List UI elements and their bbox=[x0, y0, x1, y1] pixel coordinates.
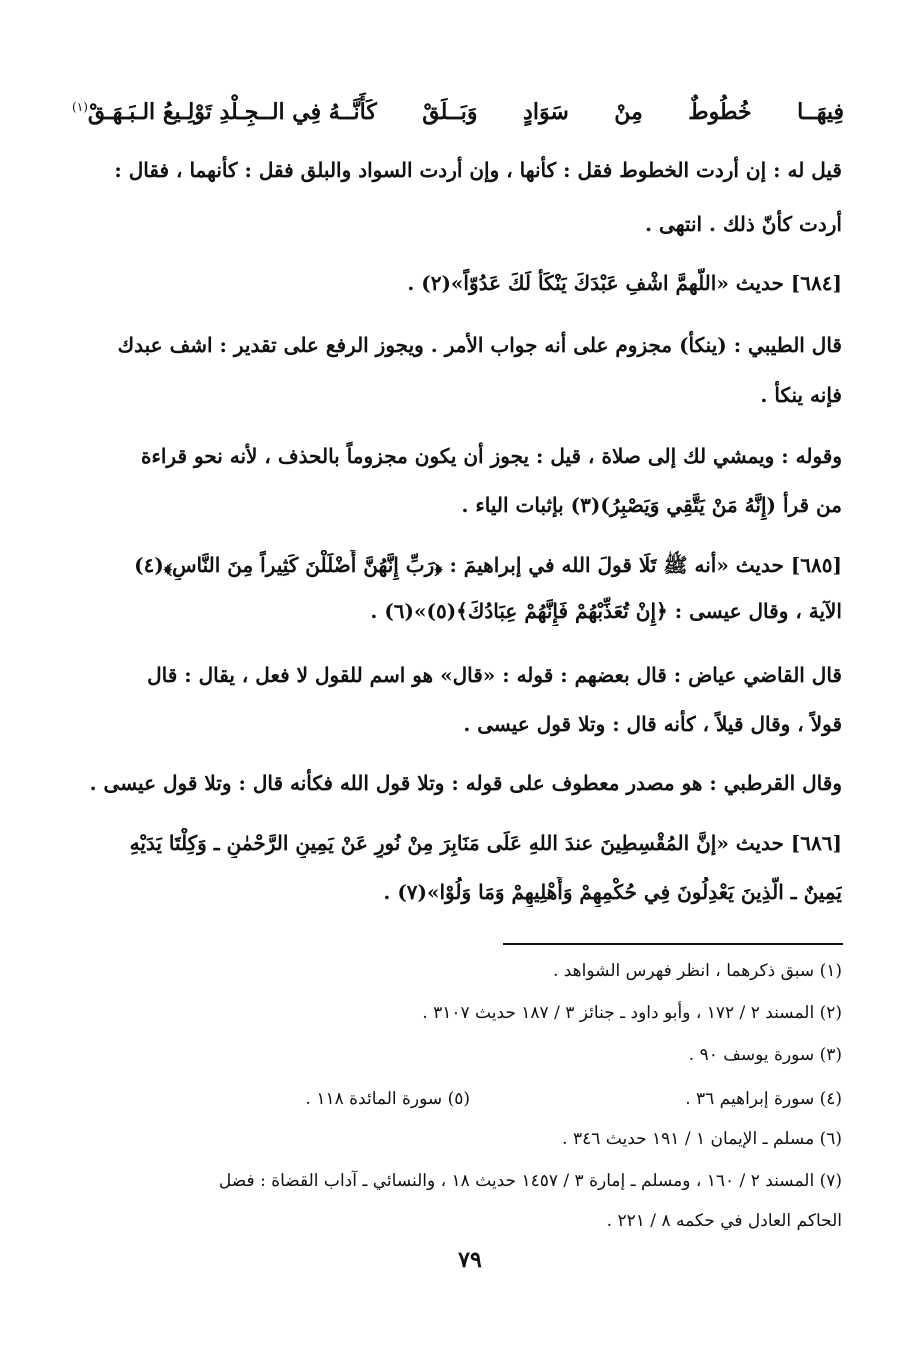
body-line: وقوله : ويمشي لك إلى صلاة ، قيل : يجوز أن يكون مجزوماً بالحذف ، لأنه نحو قراءة bbox=[140, 444, 842, 468]
body-line: قولاً ، وقال قيلاً ، كأنه قال : وتلا قول عيسى . bbox=[463, 712, 842, 736]
footnote-7-cont: الحاكم العادل في حكمه ٨ / ٢٢١ . bbox=[606, 1211, 842, 1231]
body-line: من قرأ (إِنَّهُ مَنْ يَتَّقِي وَيَصْبِرُ)(٣) بإثبات الياء . bbox=[461, 493, 842, 517]
hadith-heading-686: [٦٨٦] حديث «إنَّ المُقْسِطِينَ عندَ اللهِ عَلَى مَنَابِرَ مِنْ نُورٍ عَنْ يَمِينِ الرَّحْمٰنِ ـ وَكِلْتَا يَدَيْهِ bbox=[129, 831, 842, 855]
footnote-separator bbox=[503, 943, 843, 945]
verse-word: خُطُوطٌ bbox=[688, 99, 752, 125]
hadith-heading-684: [٦٨٤] حديث «اللَّهمَّ اشْفِ عَبْدَكَ يَنْكَأْ لَكَ عَدُوّاً»(٢) . bbox=[407, 271, 842, 295]
verse-word: سَوَادٍ bbox=[523, 99, 569, 125]
verse-second-hemistich: كَأَنَّــهُ فِي الــجِـلْدِ تَوْلِـيعُ الـبَـهَـقْ(١) bbox=[72, 99, 377, 125]
verse-word: فِيهَــا bbox=[797, 99, 844, 125]
verse-word: مِنْ bbox=[614, 99, 643, 125]
footnote-marker: (١) bbox=[72, 99, 88, 114]
footnote-7: (٧) المسند ٢ / ١٦٠ ، ومسلم ـ إمارة ٣ / ١٤٥٧ حديث ١٨ ، والنسائي ـ آداب القضاة : فضل bbox=[218, 1171, 842, 1191]
body-line: قيل له : إن أردت الخطوط فقل : كأنها ، وإن أردت السواد والبلق فقل : كأنهما ، فقال : bbox=[114, 158, 842, 182]
verse-word: وَبَــلَقْ bbox=[422, 99, 478, 125]
footnote-1: (١) سبق ذكرهما ، انظر فهرس الشواهد . bbox=[552, 961, 842, 981]
footnote-3: (٣) سورة يوسف ٩٠ . bbox=[688, 1045, 842, 1065]
body-line: قال الطيبي : (ينكأ) مجزوم على أنه جواب الأمر . ويجوز الرفع على تقدير : اشف عبدك bbox=[117, 333, 842, 357]
poetry-verse bbox=[72, 92, 844, 132]
page-number: ٧٩ bbox=[458, 1247, 482, 1273]
footnote-2: (٢) المسند ٢ / ١٧٢ ، وأبو داود ـ جنائز ٣ / ١٨٧ حديث ٣١٠٧ . bbox=[422, 1003, 842, 1023]
footnote-6: (٦) مسلم ـ الإيمان ١ / ١٩١ حديث ٣٤٦ . bbox=[562, 1129, 842, 1149]
body-line: أردت كأنّ ذلك . انتهى . bbox=[645, 212, 842, 236]
body-line: وقال القرطبي : هو مصدر معطوف على قوله : وتلا قول الله فكأنه قال : وتلا قول عيسى . bbox=[89, 771, 842, 795]
hadith-heading-686-cont: يَمِينٌ ـ الَّذِينَ يَعْدِلُونَ فِي حُكْمِهِمْ وَأَهْلِيهِمْ وَمَا وَلُوْا»(٧) . bbox=[383, 880, 842, 904]
hadith-heading-685: [٦٨٥] حديث «أنه ﷺ تَلَا قولَ الله في إبراهيمَ : ﴿رَبِّ إِنَّهُنَّ أَضْلَلْنَ كَثِيراً مِنَ النَّاسِ﴾(٤) bbox=[134, 553, 842, 577]
footnote-4: (٤) سورة إبراهيم ٣٦ . bbox=[685, 1089, 842, 1109]
hadith-heading-685-cont: الآية ، وقال عيسى : ﴿إِنْ تُعَذِّبْهُمْ فَإِنَّهُمْ عِبَادُكَ﴾(٥)»(٦) . bbox=[370, 599, 842, 623]
body-line: قال القاضي عياض : قال بعضهم : قوله : «قال» هو اسم للقول لا فعل ، يقال : قال bbox=[147, 663, 842, 687]
body-line: فإنه ينكأ . bbox=[760, 383, 842, 407]
footnote-5: (٥) سورة المائدة ١١٨ . bbox=[305, 1089, 470, 1109]
